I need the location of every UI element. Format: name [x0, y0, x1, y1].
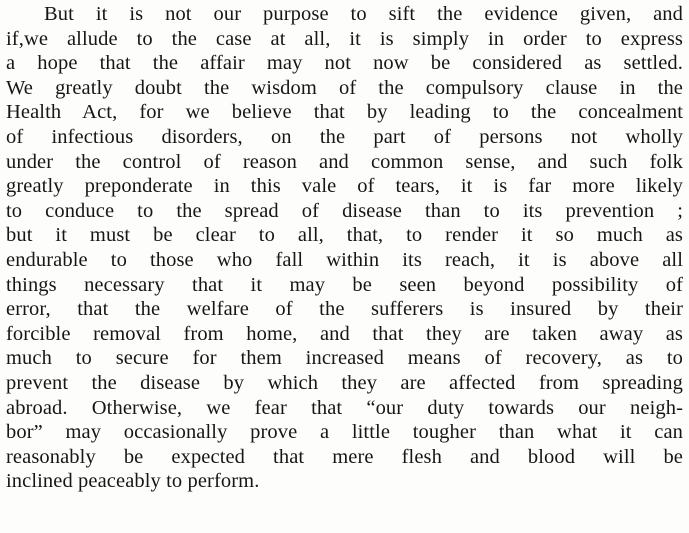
text-line: greatly preponderate in this vale of tears, it is far more likely — [6, 175, 683, 198]
text-line: forcible removal from home, and that they are taken away as — [6, 322, 683, 345]
text-line: to conduce to the spread of disease than to its prevention ; — [6, 199, 683, 222]
text-line: error, that the welfare of the sufferers is insured by their — [6, 298, 683, 321]
text-line: endurable to those who fall within its reach, it is above all — [6, 248, 683, 271]
text-line: of infectious disorders, on the part of persons not wholly — [6, 125, 683, 148]
text-line: We greatly doubt the wisdom of the compulsory clause in the — [6, 76, 683, 99]
article-paragraph — [6, 2, 683, 494]
text-line: bor” may occasionally prove a little tougher than what it can — [6, 421, 683, 444]
text-line: things necessary that it may be seen beyond possibility of — [6, 273, 683, 296]
text-line: But it is not our purpose to sift the evidence given, and — [44, 3, 683, 25]
text-line: abroad. Otherwise, we fear that “our duty towards our neigh- — [6, 396, 683, 419]
text-line: inclined peaceably to perform. — [6, 470, 260, 493]
text-line: Health Act, for we believe that by leading to the concealment — [6, 101, 683, 124]
text-line: reasonably be expected that mere flesh and blood will be — [6, 445, 683, 468]
text-line: prevent the disease by which they are affected from spreading — [6, 371, 683, 394]
text-line: under the control of reason and common sense, and such folk — [6, 150, 683, 173]
text-line: but it must be clear to all, that, to render it so much as — [6, 224, 683, 247]
text-line: much to secure for them increased means of recovery, as to — [6, 347, 683, 370]
text-line: if,we allude to the case at all, it is simply in order to express — [6, 27, 683, 50]
text-line: a hope that the affair may not now be considered as settled. — [6, 52, 683, 75]
